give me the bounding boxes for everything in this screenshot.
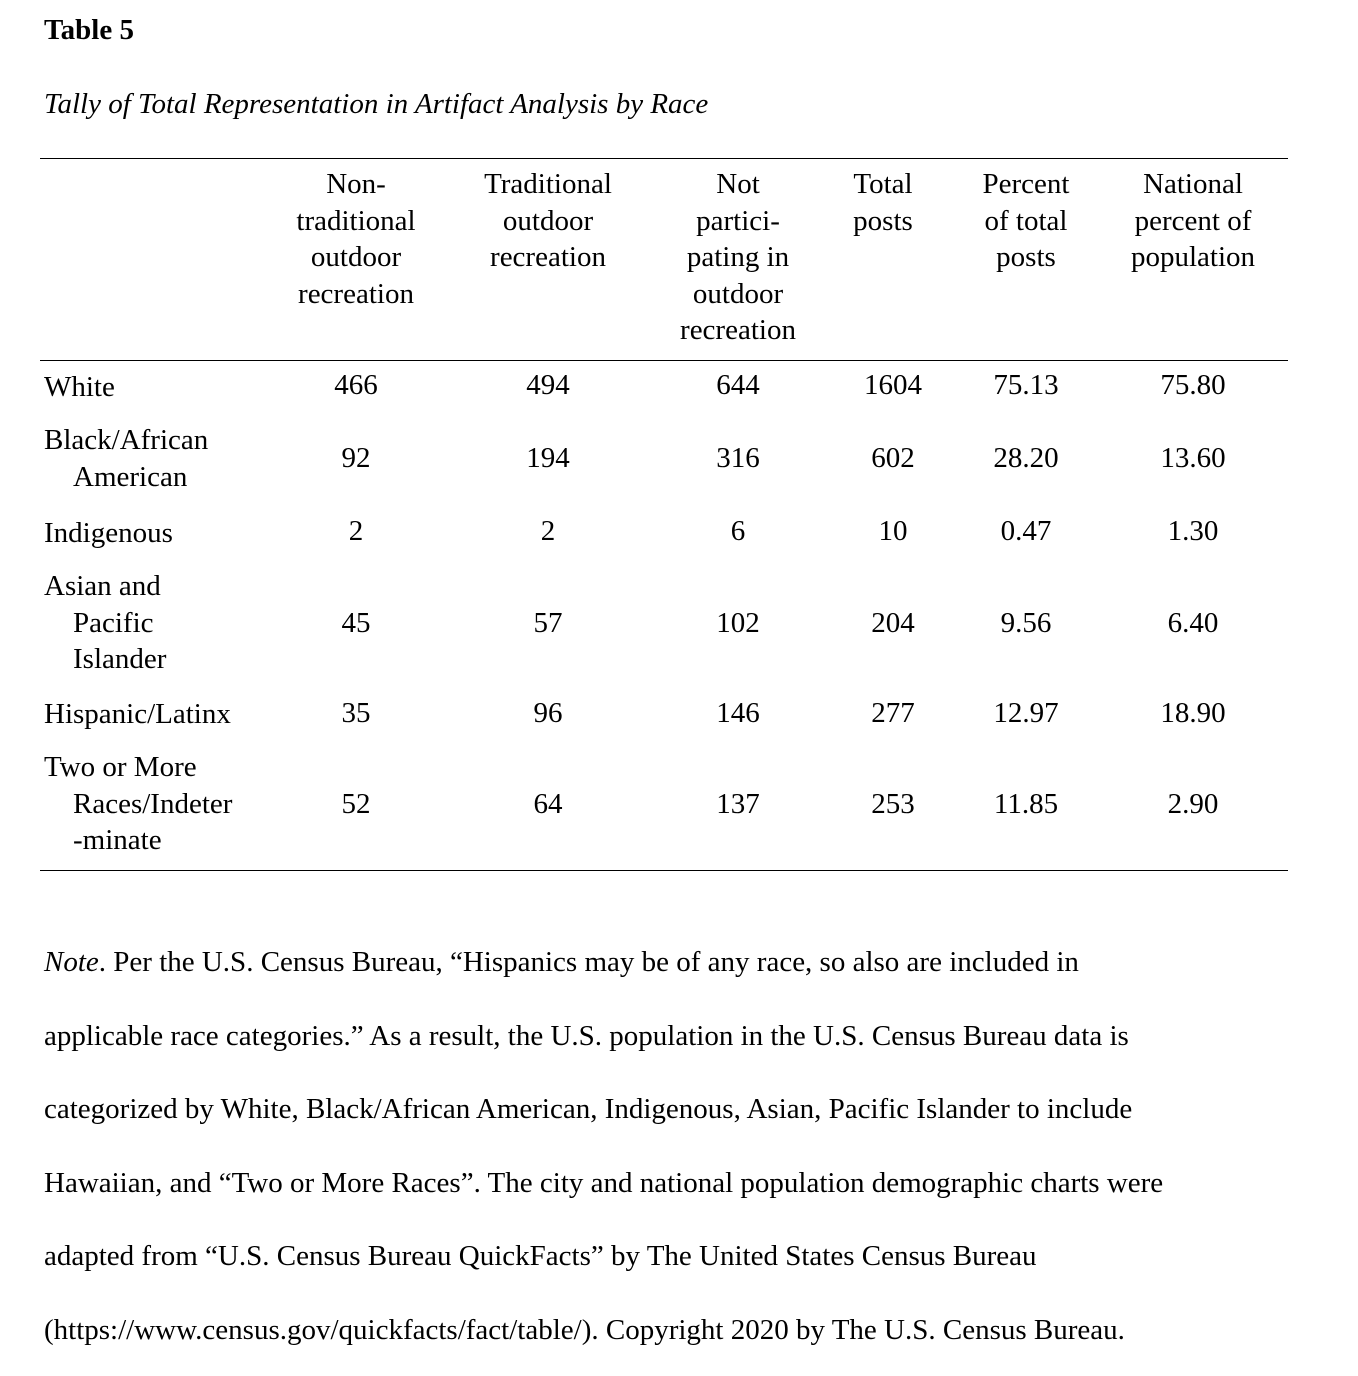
table-cell: 146 xyxy=(716,697,760,729)
column-header-total-posts: Total posts xyxy=(853,168,913,237)
table-cell: 57 xyxy=(533,607,563,639)
row-label-line: Black/African xyxy=(44,424,209,456)
table-cell: 2.90 xyxy=(1167,788,1219,820)
row-label-indigenous xyxy=(44,515,284,552)
table-number: Table 5 xyxy=(44,14,134,46)
row-label-line: Islander xyxy=(73,643,167,676)
table-cell: 102 xyxy=(716,607,760,639)
table-cell: 1.30 xyxy=(1167,515,1219,547)
row-label-asian-pacific-islander xyxy=(44,568,284,678)
row-label-line: American xyxy=(73,460,188,493)
table-cell: 75.13 xyxy=(993,369,1059,401)
table-cell: 644 xyxy=(716,369,760,401)
table-cell: 253 xyxy=(871,788,915,820)
table-cell: 18.90 xyxy=(1160,697,1226,729)
table-cell: 277 xyxy=(871,697,915,729)
table-cell: 28.20 xyxy=(993,442,1059,474)
note-line: categorized by White, Black/African American, Indigenous, Asian, Pacific Islander to include xyxy=(44,1093,1133,1126)
table-cell: 64 xyxy=(533,788,563,820)
table-title: Tally of Total Representation in Artifact Analysis by Race xyxy=(44,88,709,120)
table-cell: 2 xyxy=(348,515,364,547)
note-line-text: . Per the U.S. Census Bureau, “Hispanics may be of any race, so also are included in xyxy=(98,946,1079,978)
row-label-two-or-more-races xyxy=(44,749,284,859)
table-cell: 52 xyxy=(341,788,371,820)
table-cell: 10 xyxy=(878,515,908,547)
column-header-traditional: Traditional outdoor recreation xyxy=(484,168,612,274)
row-label-line: Races/Indeter xyxy=(73,787,233,820)
note-line: applicable race categories.” As a result, the U.S. population in the U.S. Census Bureau data is xyxy=(44,1019,1129,1052)
table-cell: 6 xyxy=(730,515,746,547)
row-label-line: Two or More xyxy=(44,751,197,783)
table-cell: 466 xyxy=(334,369,378,401)
table-header-rule xyxy=(40,360,1288,361)
row-label-black-african-american xyxy=(44,422,284,495)
column-header-national-percent: National percent of population xyxy=(1130,168,1256,274)
table-cell: 11.85 xyxy=(993,788,1059,820)
row-label-white xyxy=(44,369,284,406)
table-cell: 12.97 xyxy=(993,697,1059,729)
row-label-line: -minate xyxy=(73,824,162,857)
row-label-line: Asian and xyxy=(44,570,161,602)
table-cell: 1604 xyxy=(864,369,922,401)
table-cell: 494 xyxy=(526,369,570,401)
column-header-not-participating: Not partici- pating in outdoor recreation xyxy=(680,168,796,347)
table-cell: 194 xyxy=(526,442,570,474)
table-bottom-rule xyxy=(40,870,1288,871)
table-cell: 316 xyxy=(716,442,760,474)
table-cell: 204 xyxy=(871,607,915,639)
table-top-rule xyxy=(40,158,1288,159)
table-cell: 45 xyxy=(341,607,371,639)
table-note xyxy=(44,926,1314,1368)
column-header-non-traditional: Non- traditional outdoor recreation xyxy=(296,168,416,310)
note-line: Hawaiian, and “Two or More Races”. The city and national population demographic charts were xyxy=(44,1166,1164,1199)
row-label-line: White xyxy=(44,371,115,403)
table-cell: 6.40 xyxy=(1167,607,1219,639)
row-label-hispanic-latinx xyxy=(44,696,284,733)
note-label: Note xyxy=(44,946,99,978)
table-cell: 96 xyxy=(533,697,563,729)
row-label-line: Indigenous xyxy=(44,517,173,549)
table-cell: 9.56 xyxy=(1000,607,1052,639)
row-label-line: Hispanic/Latinx xyxy=(44,698,231,730)
table-cell: 75.80 xyxy=(1160,369,1226,401)
table-cell: 2 xyxy=(540,515,556,547)
table-cell: 602 xyxy=(871,442,915,474)
note-line: adapted from “U.S. Census Bureau QuickFacts” by The United States Census Bureau xyxy=(44,1240,1037,1273)
column-header-percent-total: Percent of total posts xyxy=(982,168,1070,274)
table-cell: 92 xyxy=(341,442,371,474)
table-cell: 137 xyxy=(716,788,760,820)
table-cell: 0.47 xyxy=(1000,515,1052,547)
row-label-line: Pacific xyxy=(73,606,154,639)
note-line xyxy=(44,926,1314,1000)
table-cell: 35 xyxy=(341,697,371,729)
note-line: (https://www.census.gov/quickfacts/fact/table/). Copyright 2020 by The U.S. Census Bureau. xyxy=(44,1313,1125,1346)
table-cell: 13.60 xyxy=(1160,442,1226,474)
